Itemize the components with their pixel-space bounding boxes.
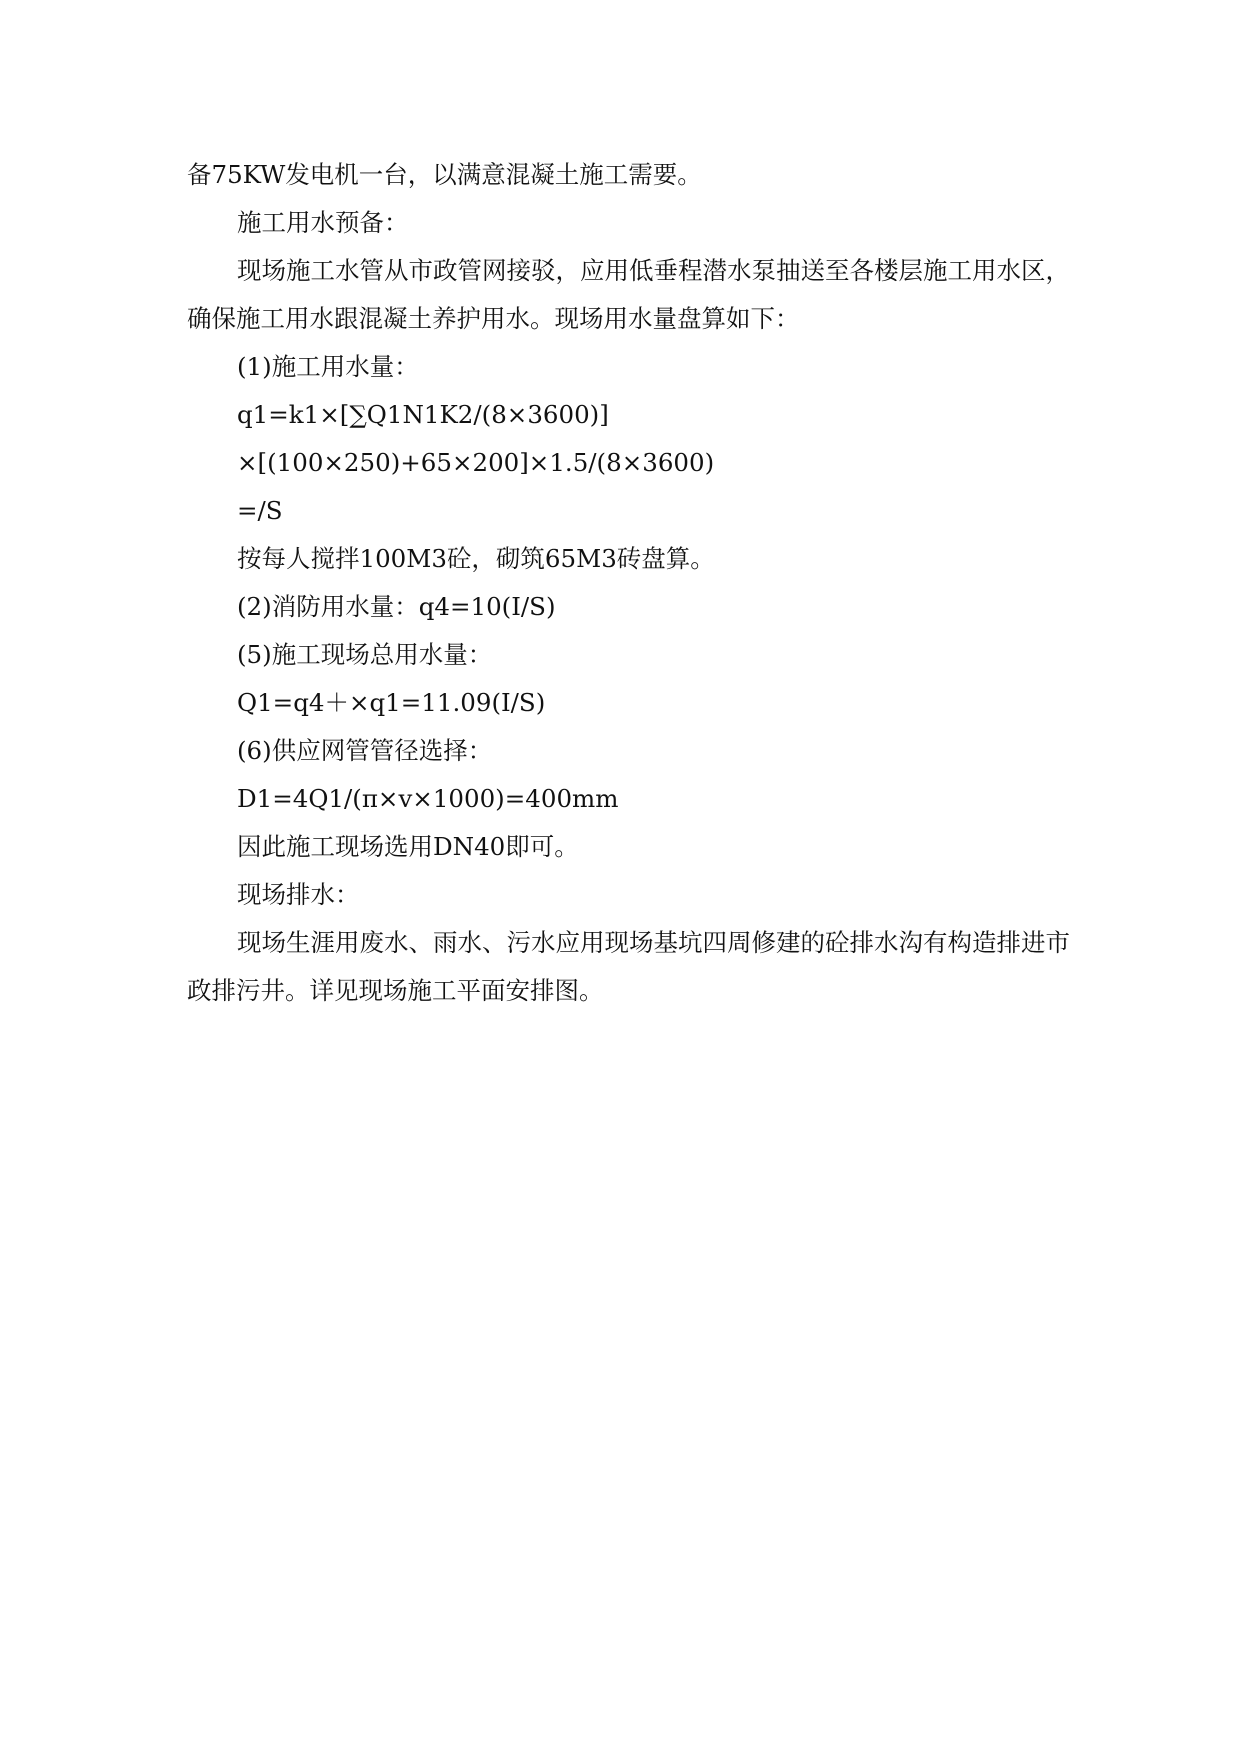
list-heading: (5)施工现场总用水量： (237, 640, 493, 669)
text-line: 现场施工水管从市政管网接驳，应用低垂程潜水泵抽送至各楼层施工用水区， (237, 256, 1070, 285)
list-heading: (1)施工用水量： (237, 352, 419, 381)
text-line: 按每人搅拌100M3砼，砌筑65M3砖盘算。 (237, 544, 715, 573)
text-line: 确保施工用水跟混凝土养护用水。现场用水量盘算如下： (187, 304, 800, 333)
formula-line: q1=k1×[∑Q1N1K2/(8×3600)] (237, 400, 609, 429)
list-heading: (2)消防用水量：q4=10(I/S) (237, 592, 556, 621)
text-line: 因此施工现场选用DN40即可。 (237, 832, 579, 861)
text-line: 备75KW发电机一台，以满意混凝土施工需要。 (187, 160, 702, 189)
text-line: 政排污井。详见现场施工平面安排图。 (187, 976, 604, 1005)
text-line: 现场生涯用废水、雨水、污水应用现场基坑四周修建的砼排水沟有构造排进市 (237, 928, 1070, 957)
formula-line: D1=4Q1/(π×v×1000)=400mm (237, 784, 619, 813)
section-heading: 施工用水预备： (237, 208, 409, 237)
formula-line: ×[(100×250)+65×200]×1.5/(8×3600) (237, 448, 715, 477)
list-heading: (6)供应网管管径选择： (237, 736, 493, 765)
formula-line: Q1=q4＋×q1=11.09(I/S) (237, 688, 546, 717)
section-heading: 现场排水： (237, 880, 360, 909)
formula-line: =/S (237, 496, 283, 525)
